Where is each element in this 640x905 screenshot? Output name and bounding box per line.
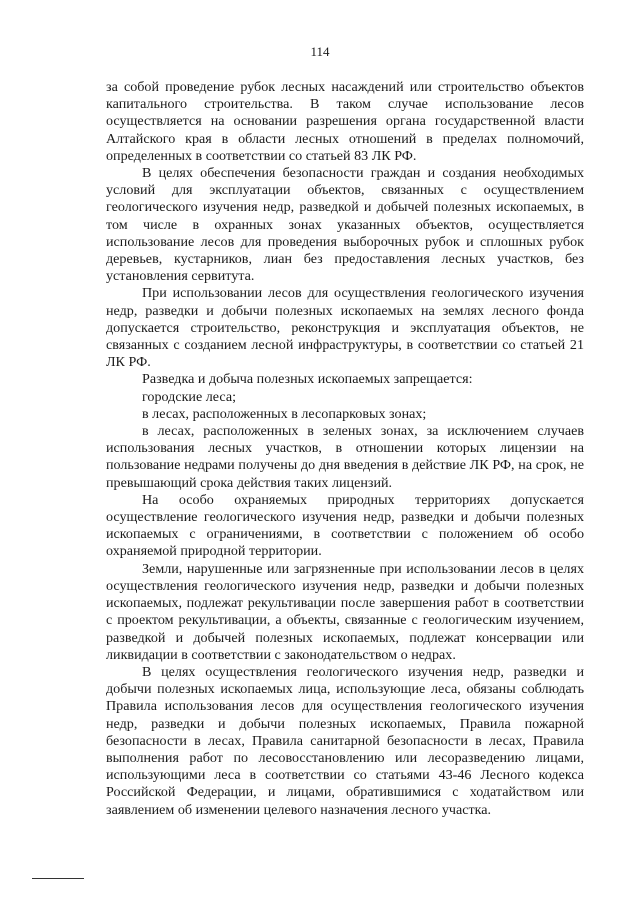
list-item-green-zones: в лесах, расположенных в зеленых зонах, за исключением случаев использования лесных участков, в отношении которых лицензии на пользование недрами получены до дня введения в действие ЛК РФ, на срок, не превышающий срока действия таких лицензий. <box>106 423 584 491</box>
page-number: 114 <box>310 44 330 59</box>
footer-rule <box>32 878 84 879</box>
paragraph-protected-territories: На особо охраняемых природных территориях допускается осуществление геологического изучения недр, разведки и добычи полезных ископаемых с ограничениями, в соответствии с положением об особо охраняемой природной территории. <box>106 491 584 560</box>
paragraph-safety: В целях обеспечения безопасности граждан и создания необходимых условий для эксплуатации объектов, связанных с осуществлением геологического изучения недр, разведкой и добычей полезных ископаемых, в том числе в охранных зонах указанных объектов, осуществляется использование лесов для проведения выборочных рубок и сплошных рубок деревьев, кустарников, лиан без предоставления лесных участков, без установления сервитута. <box>106 165 584 285</box>
paragraph-construction: При использовании лесов для осуществления геологического изучения недр, разведки и добычи полезных ископаемых на землях лесного фонда допускается строительство, реконструкция и эксплуатация объектов, не связанных с созданием лесной инфраструктуры, в соответствии со статьей 21 ЛК РФ. <box>106 285 584 371</box>
paragraph-recultivation: Земли, нарушенные или загрязненные при использовании лесов в целях осуществления геологического изучения недр, разведки и добычи полезных ископаемых, подлежат рекультивации после завершения работ в соответствии с проектом рекультивации, а объекты, связанные с геологическим изучением, разведкой и добычей полезных ископаемых, подлежат консервации или ликвидации в соответствии с законодательством о недрах. <box>106 560 584 663</box>
list-item-forest-park-zones: в лесах, расположенных в лесопарковых зонах; <box>142 405 427 422</box>
paragraph-continuation: за собой проведение рубок лесных насаждений или строительство объектов капитального строительства. В таком случае использование лесов осуществляется на основании разрешения органа государственной власти Алтайского края в области лесных отношений в пределах полномочий, определенных в соответствии со статьей 83 ЛК РФ. <box>106 79 584 164</box>
document-body <box>106 79 584 819</box>
list-item-urban-forests: городские леса; <box>142 388 236 405</box>
paragraph-prohibition-intro: Разведка и добыча полезных ископаемых запрещается: <box>142 371 473 388</box>
paragraph-rules: В целях осуществления геологического изучения недр, разведки и добычи полезных ископаемых лица, использующие леса, обязаны соблюдать Правила использования лесов для осуществления геологического изучения недр, разведки и добычи полезных ископаемых, Правила пожарной безопасности в лесах, Правила санитарной безопасности в лесах, Правила выполнения работ по лесовосстановлению или лесоразведению лицами, использующими леса в соответствии со статьями 43-46 Лесного кодекса Российской Федерации, и лицами, обратившимися с ходатайством или заявлением об изменении целевого назначения лесного участка. <box>106 663 584 818</box>
